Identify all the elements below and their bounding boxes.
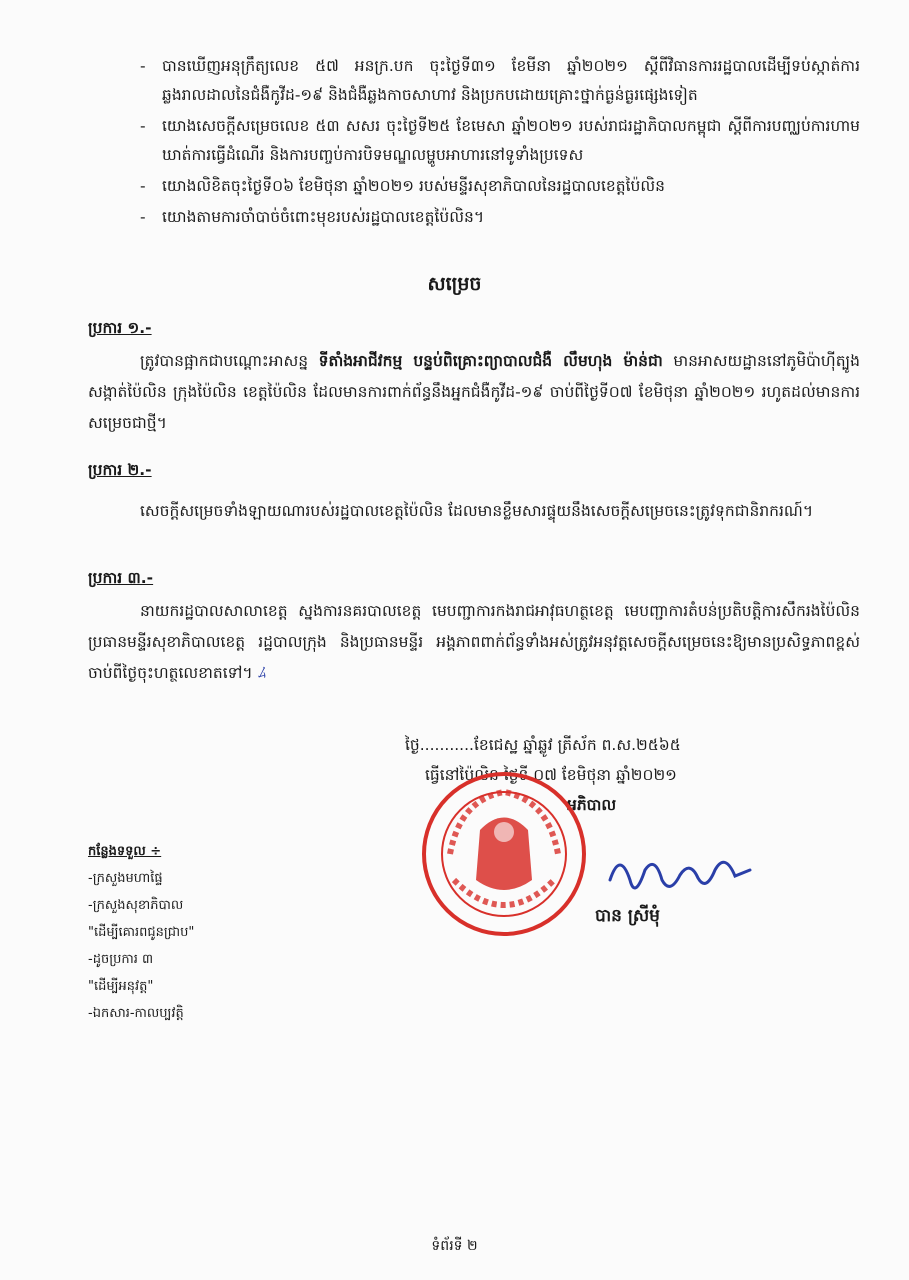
article-1-label: ប្រការ ១.- [88, 319, 152, 337]
lunar-date: ថ្ងៃ...........ខែជេស្ឋ ឆ្នាំឆ្លូវ ត្រីស័ក ព.ស.២៥៦៥ [405, 736, 681, 754]
article-3-text: នាយករដ្ឋបាលសាលាខេត្ត ស្នងការនគរបាលខេត្ត មេបញ្ជាការកងរាជអាវុធហត្ថខេត្ត មេបញ្ជាការតំបន់ប្រតិបត្តិការសឹករងប៉ៃលិន ប្រធានមន្ទីរសុខាភិបាលខេត្ត រដ្ឋបាលក្រុង និងប្រធានមន្ទីរ អង្គភាពពាក់ព័ន្ធទាំងអស់ត្រូវអនុវត្តសេចក្តីសម្រេចនេះឱ្យមានប្រសិទ្ធភាពខ្ពស់ ចាប់ពីថ្ងៃចុះហត្ថលេខាតទៅ។ ﾑ [88, 602, 860, 682]
official-seal-icon [420, 770, 588, 938]
business-name: ទីតាំងអាជីវកម្ម បន្ទប់ពិគ្រោះព្យាបាលជំងឺ លឹមហុង ម៉ាន់ជា [318, 352, 663, 370]
list-item: - យោងតាមការចាំបាច់ចំពោះមុខរបស់រដ្ឋបាលខេត្តប៉ៃលិន។ [140, 203, 860, 232]
list-item: -ឯកសារ-កាលប្បវត្តិ [88, 1006, 184, 1021]
decision-heading: សម្រេច [427, 273, 482, 295]
signer-title: អភិបាល [567, 796, 617, 814]
signer-name: បាន ស្រីមុំ [595, 906, 660, 926]
initial-mark: ﾑ [257, 664, 266, 682]
bullet-text: យោងតាមការចាំបាច់ចំពោះមុខរបស់រដ្ឋបាលខេត្តប៉ៃលិន។ [162, 208, 485, 226]
article-1-text: ត្រូវបានផ្អាកជាបណ្ដោះអាសន្ន ទីតាំងអាជីវកម្ម បន្ទប់ពិគ្រោះព្យាបាលជំងឺ លឹមហុង ម៉ាន់ជា មានអាសយដ្ឋាននៅភូមិប៉ាហ៊ីត្បូង សង្កាត់ប៉ៃលិន ក្រុងប៉ៃលិន ខេត្តប៉ៃលិន ដែលមានការពាក់ព័ន្ធនឹងអ្នកជំងឺកូវីដ-១៩ ចាប់ពីថ្ងៃទី០៧ ខែមិថុនា ឆ្នាំ២០២១ រហូតដល់មានការសម្រេចជាថ្មី។ [88, 352, 860, 432]
list-item: - បានឃើញអនុក្រឹត្យលេខ ៥៧ អនក្រ.បក ចុះថ្ងៃទី៣១ ខែមីនា ឆ្នាំ២០២១ ស្ដីពីវិធានការរដ្ឋបាលដើម្បីទប់ស្កាត់ការឆ្លងរាលដាលនៃជំងឺកូវីដ-១៩ និងជំងឺឆ្លងកាចសាហាវ និងប្រកបដោយគ្រោះថ្នាក់ធ្ងន់ធ្ងរផ្សេងទៀត [140, 52, 860, 110]
article-3-label: ប្រការ ៣.- [88, 569, 154, 587]
recipients-title: កន្លែងទទួល ÷ [88, 844, 162, 859]
list-item: "ដើម្បីគោរពជូនជ្រាប" [88, 925, 195, 940]
recipients-block [88, 838, 194, 1027]
list-item: - យោងសេចក្តីសម្រេចលេខ ៥៣ សសរ ចុះថ្ងៃទី២៥ ខែមេសា ឆ្នាំ២០២១ របស់រាជរដ្ឋាភិបាលកម្ពុជា ស្តីពីការបញ្ឈប់ការហាមឃាត់ការធ្វើដំណើរ និងការបញ្ចប់ការបិទមណ្ឌលម្ហូបអាហារនៅទូទាំងប្រទេស [140, 112, 860, 170]
list-item: -ដូចប្រការ ៣ [88, 952, 154, 967]
page-number: ទំព័រទី ២ [431, 1238, 478, 1254]
bullet-text: យោងសេចក្តីសម្រេចលេខ ៥៣ សសរ ចុះថ្ងៃទី២៥ ខែមេសា ឆ្នាំ២០២១ របស់រាជរដ្ឋាភិបាលកម្ពុជា ស្តីពីការបញ្ឈប់ការហាមឃាត់ការធ្វើដំណើរ និងការបញ្ចប់ការបិទមណ្ឌលម្ហូបអាហារនៅទូទាំងប្រទេស [162, 117, 860, 164]
signature-icon [600, 840, 760, 910]
reference-list [140, 52, 860, 234]
solar-date: ធ្វើនៅប៉ៃលិន ថ្ងៃទី ០៧ ខែមិថុនា ឆ្នាំ២០២១ [425, 766, 677, 784]
article-2-label: ប្រការ ២.- [88, 461, 152, 479]
list-item: - យោងលិខិតចុះថ្ងៃទី០៦ ខែមិថុនា ឆ្នាំ២០២១ របស់មន្ទីរសុខាភិបាលនៃរដ្ឋបាលខេត្តប៉ៃលិន [140, 172, 860, 201]
article-2-text: សេចក្តីសម្រេចទាំងឡាយណារបស់រដ្ឋបាលខេត្តប៉ៃលិន ដែលមានខ្លឹមសារផ្ទុយនឹងសេចក្តីសម្រេចនេះត្រូវទុកជានិរាករណ៍។ [140, 502, 814, 520]
bullet-text: បានឃើញអនុក្រឹត្យលេខ ៥៧ អនក្រ.បក ចុះថ្ងៃទី៣១ ខែមីនា ឆ្នាំ២០២១ ស្ដីពីវិធានការរដ្ឋបាលដើម្បីទប់ស្កាត់ការឆ្លងរាលដាលនៃជំងឺកូវីដ-១៩ និងជំងឺឆ្លងកាចសាហាវ និងប្រកបដោយគ្រោះថ្នាក់ធ្ងន់ធ្ងរផ្សេងទៀត [162, 57, 860, 104]
list-item: -ក្រសួងសុខាភិបាល [88, 898, 184, 913]
list-item: "ដើម្បីអនុវត្ត" [88, 979, 154, 994]
list-item: -ក្រសួងមហាផ្ទៃ [88, 871, 163, 886]
bullet-text: យោងលិខិតចុះថ្ងៃទី០៦ ខែមិថុនា ឆ្នាំ២០២១ របស់មន្ទីរសុខាភិបាលនៃរដ្ឋបាលខេត្តប៉ៃលិន [162, 177, 665, 195]
